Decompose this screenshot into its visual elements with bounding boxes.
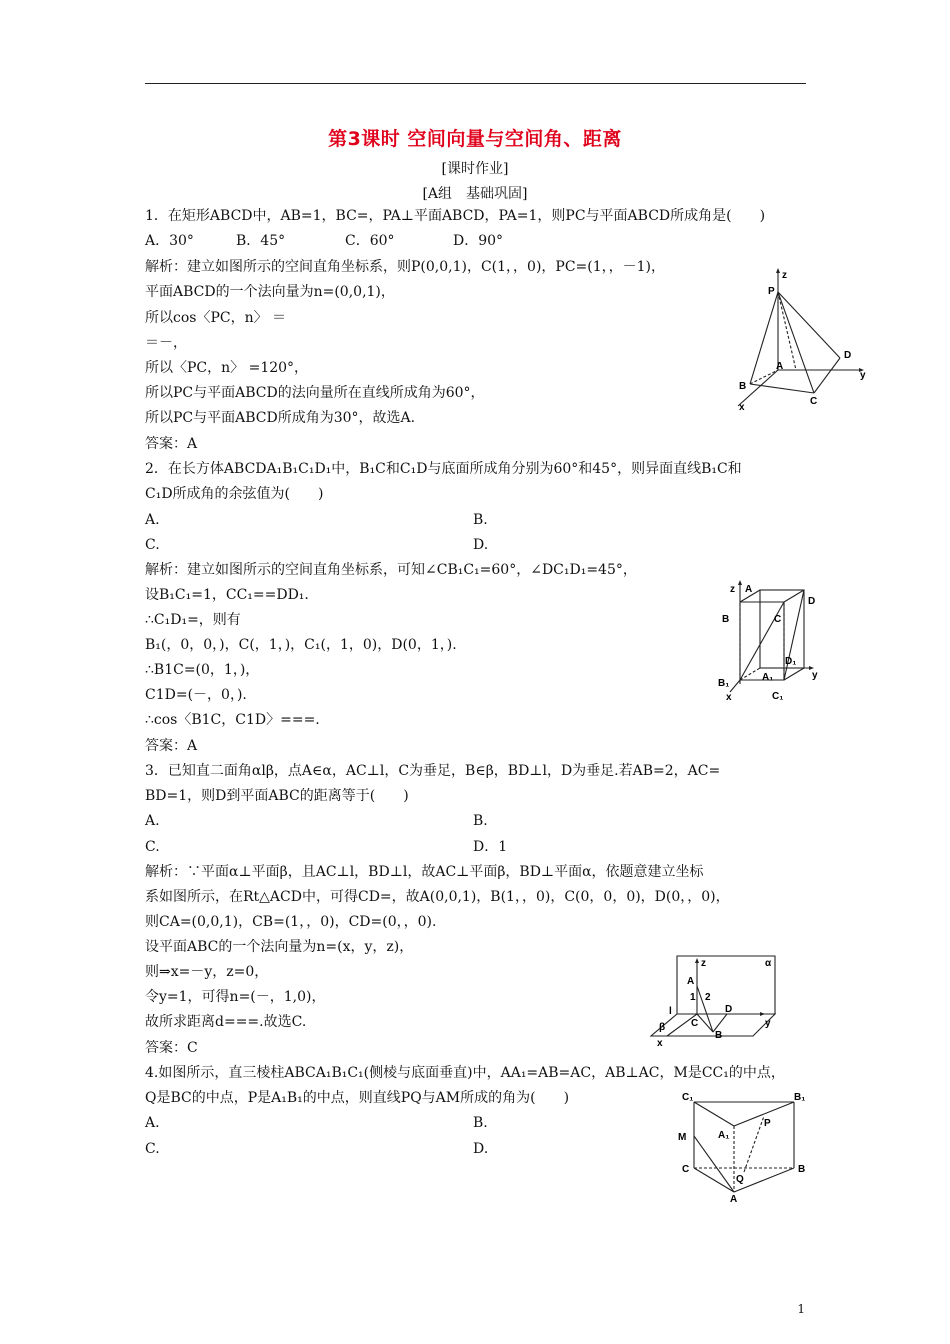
- q3-solution-line: 则CA=(0,0,1)，CB=(1，，0)，CD=(0，，0).: [145, 914, 437, 930]
- q2-cuboid-figure: [712, 578, 822, 704]
- fig-label-P: P: [764, 1118, 771, 1129]
- q2-solution-line: ∴C₁D₁=，则有: [145, 612, 241, 628]
- fig-label-A: A: [745, 584, 753, 595]
- fig-label-D1: D₁: [785, 656, 797, 667]
- fig-label-alpha: α: [765, 958, 772, 969]
- fig-label-beta: β: [659, 1022, 666, 1033]
- q1-option-d: D．90°: [453, 233, 504, 249]
- fig-label-C: C: [810, 396, 818, 407]
- q1-option-a: A．30°: [145, 233, 194, 249]
- q4-option-d: D.: [473, 1141, 489, 1157]
- q1-solution-line: 平面ABCD的一个法向量为n=(0,0,1)，: [145, 284, 395, 300]
- q3-option-a: A.: [145, 813, 160, 829]
- q2-option-b: B.: [473, 512, 488, 528]
- fig-label-C: C: [691, 1018, 699, 1029]
- fig-label-two: 2: [705, 992, 711, 1003]
- fig-label-D: D: [844, 350, 852, 361]
- q3-solution-line: 系如图所示，在Rt△ACD中，可得CD=，故A(0,0,1)，B(1，，0)，C(0，0，0)，D(0，，0)，: [145, 889, 730, 905]
- fig-label-y: y: [765, 1018, 771, 1029]
- fig-label-B1: B₁: [718, 678, 730, 689]
- q2-stem: 2．在长方体ABCDA₁B₁C₁D₁中，B₁C和C₁D与底面所成角分别为60°和45°，则异面直线B₁C和: [145, 461, 742, 477]
- q3-solution-line: 则⇒x=－y，z=0，: [145, 964, 269, 980]
- q3-stem: BD=1，则D到平面ABC的距离等于( ): [145, 788, 409, 804]
- page-number: 1: [797, 1302, 805, 1316]
- fig-label-Q: Q: [736, 1174, 744, 1185]
- q2-solution-line: B₁(，0，0，)，C(，1，)，C₁(，1，0)，D(0，1，).: [145, 637, 457, 653]
- q2-stem: C₁D所成角的余弦值为( ): [145, 486, 324, 502]
- fig-label-A: A: [730, 1194, 738, 1205]
- fig-label-l: l: [669, 1006, 672, 1017]
- q3-answer: 答案：C: [145, 1040, 198, 1056]
- q1-solution-line: 所以〈PC，n〉 =120°，: [145, 360, 309, 376]
- fig-label-D: D: [725, 1004, 733, 1015]
- q4-prism-figure: [672, 1090, 817, 1205]
- q3-option-b: B.: [473, 813, 488, 829]
- fig-label-C: C: [682, 1164, 690, 1175]
- fig-label-B: B: [715, 1030, 723, 1041]
- fig-label-z: z: [730, 584, 735, 595]
- q2-solution-line: ∴cos〈B1C，C1D〉===.: [145, 712, 320, 728]
- header-rule: [145, 83, 806, 84]
- q4-option-c: C.: [145, 1141, 160, 1157]
- q3-option-c: C.: [145, 839, 160, 855]
- q2-solution-line: C1D=(－，0，).: [145, 687, 247, 703]
- q2-option-a: A.: [145, 512, 160, 528]
- q3-solution-line: 设平面ABC的一个法向量为n=(x，y，z)，: [145, 939, 414, 955]
- q1-solution-line: 所以cos〈PC，n〉 ＝: [145, 310, 287, 326]
- fig-label-y: y: [860, 370, 866, 381]
- fig-label-D: D: [808, 596, 816, 607]
- fig-label-x: x: [739, 402, 745, 413]
- fig-label-A1: A₁: [718, 1130, 730, 1141]
- q3-solution-line: 故所求距离d===.故选C.: [145, 1014, 307, 1030]
- q2-option-c: C.: [145, 537, 160, 553]
- q2-solution-line: ∴B1C=(0，1，)，: [145, 662, 260, 678]
- fig-label-x: x: [657, 1038, 663, 1049]
- fig-label-z: z: [782, 270, 787, 281]
- fig-label-C: C: [774, 614, 782, 625]
- q3-dihedral-figure: [645, 952, 780, 1049]
- q3-stem: 3．已知直二面角αlβ，点A∈α，AC⊥l，C为垂足，B∈β，BD⊥l，D为垂足.若AB=2，AC=: [145, 763, 721, 779]
- subtitle-group-a: [A组 基础巩固]: [422, 186, 528, 202]
- fig-label-A: A: [687, 976, 695, 987]
- q1-solution-line: 解析：建立如图所示的空间直角坐标系，则P(0,0,1)，C(1，，0)，PC=(1，，－1)，: [145, 259, 666, 275]
- q3-solution-line: 解析：∵平面α⊥平面β，且AC⊥l，BD⊥l，故AC⊥平面β，BD⊥平面α，依题意建立坐标: [145, 864, 704, 880]
- q1-solution-line: ＝－，: [145, 335, 187, 351]
- q1-solution-line: 所以PC与平面ABCD所成角为30°，故选A.: [145, 410, 416, 426]
- q2-answer: 答案：A: [145, 738, 198, 754]
- q1-solution-line: 所以PC与平面ABCD的法向量所在直线所成角为60°，: [145, 385, 485, 401]
- q2-option-d: D.: [473, 537, 489, 553]
- q2-solution-line: 设B₁C₁=1，CC₁==DD₁.: [145, 587, 309, 603]
- fig-label-B: B: [798, 1164, 806, 1175]
- fig-label-M: M: [678, 1132, 687, 1143]
- fig-label-C1: C₁: [772, 691, 784, 702]
- fig-label-x: x: [726, 692, 732, 703]
- q2-solution-line: 解析：建立如图所示的空间直角坐标系，可知∠CB₁C₁=60°，∠DC₁D₁=45°，: [145, 562, 637, 578]
- q3-option-d: D．1: [473, 839, 508, 855]
- q1-option-b: B．45°: [236, 233, 286, 249]
- fig-label-one: 1: [690, 992, 696, 1003]
- fig-label-B: B: [722, 614, 730, 625]
- fig-label-P: P: [768, 286, 775, 297]
- fig-label-z: z: [701, 958, 706, 969]
- fig-label-A1: A₁: [762, 672, 774, 683]
- subtitle-homework: [课时作业]: [441, 161, 509, 177]
- q1-answer: 答案：A: [145, 436, 198, 452]
- q4-option-b: B.: [473, 1115, 488, 1131]
- fig-label-y: y: [812, 670, 818, 681]
- fig-label-A: A: [776, 361, 784, 372]
- q3-solution-line: 令y=1，可得n=(－，1,0)，: [145, 989, 326, 1005]
- q1-pyramid-figure: [730, 266, 880, 416]
- fig-label-C1: C₁: [682, 1092, 694, 1103]
- q4-stem: 4.如图所示，直三棱柱ABCA₁B₁C₁(侧棱与底面垂直)中，AA₁=AB=AC，AB⊥AC，M是CC₁的中点，: [145, 1065, 785, 1081]
- fig-label-B: B: [739, 381, 747, 392]
- q1-option-c: C．60°: [345, 233, 395, 249]
- q4-option-a: A.: [145, 1115, 160, 1131]
- q1-stem: 1．在矩形ABCD中，AB=1，BC=，PA⊥平面ABCD，PA=1，则PC与平面ABCD所成角是( ): [145, 208, 766, 224]
- fig-label-B1: B₁: [794, 1092, 806, 1103]
- page-title: 第3课时 空间向量与空间角、距离: [328, 128, 622, 150]
- q4-stem: Q是BC的中点，P是A₁B₁的中点，则直线PQ与AM所成的角为( ): [145, 1090, 570, 1106]
